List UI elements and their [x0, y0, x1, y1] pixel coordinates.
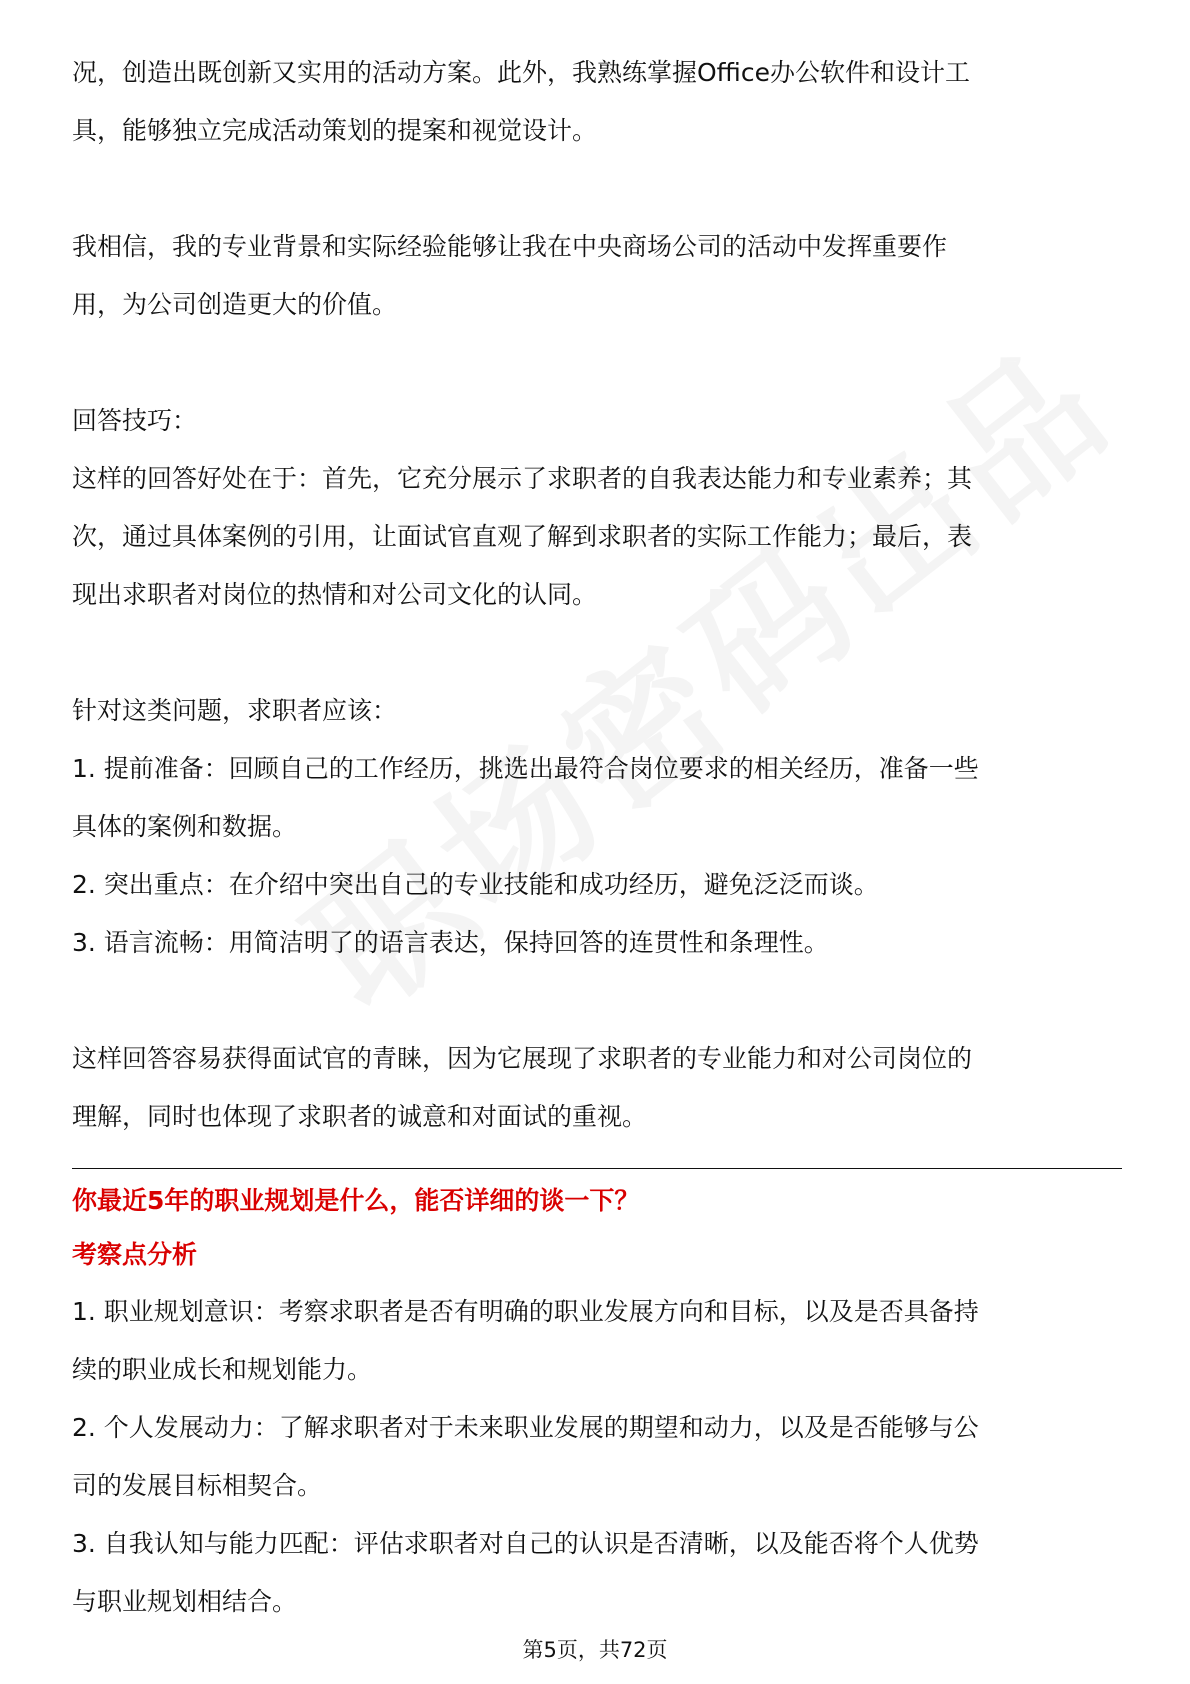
analysis-point-1-line-1: 1. 职业规划意识：考察求职者是否有明确的职业发展方向和目标，以及是否具备持: [72, 1297, 979, 1326]
conclusion-line-1: 这样回答容易获得面试官的青睐，因为它展现了求职者的专业能力和对公司岗位的: [72, 1044, 973, 1073]
intro-paragraph-2-line-1: 我相信，我的专业背景和实际经验能够让我在中央商场公司的活动中发挥重要作: [72, 232, 948, 261]
intro-paragraph-2-line-2: 用，为公司创造更大的价值。: [72, 290, 398, 319]
spacer: [72, 160, 1122, 218]
tips-heading: 回答技巧：: [72, 406, 198, 435]
conclusion-line-2: 理解，同时也体现了求职者的诚意和对面试的重视。: [72, 1102, 648, 1131]
analysis-point-2-line-2: 司的发展目标相契合。: [72, 1471, 323, 1500]
analysis-point-3-line-1: 3. 自我认知与能力匹配：评估求职者对自己的认识是否清晰，以及能否将个人优势: [72, 1529, 979, 1558]
tips-line-1: 这样的回答好处在于：首先，它充分展示了求职者的自我表达能力和专业素养；其: [72, 464, 973, 493]
analysis-point-3-line-2: 与职业规划相结合。: [72, 1587, 298, 1616]
analysis-point-1-line-2: 续的职业成长和规划能力。: [72, 1355, 373, 1384]
spacer: [72, 624, 1122, 682]
advice-heading: 针对这类问题，求职者应该：: [72, 696, 398, 725]
spacer: [72, 334, 1122, 392]
intro-paragraph-1-line-2: 具，能够独立完成活动策划的提案和视觉设计。: [72, 116, 598, 145]
analysis-title: 考察点分析: [72, 1240, 198, 1269]
page-content: [72, 44, 1122, 1631]
tips-line-2: 次，通过具体案例的引用，让面试官直观了解到求职者的实际工作能力；最后，表: [72, 522, 973, 551]
page-number: 第5页，共72页: [522, 1638, 668, 1662]
advice-item-1-line-2: 具体的案例和数据。: [72, 812, 298, 841]
section-divider: [72, 1168, 1122, 1169]
spacer: [72, 972, 1122, 1030]
intro-paragraph-1-line-1: 况，创造出既创新又实用的活动方案。此外，我熟练掌握Office办公软件和设计工: [72, 58, 970, 87]
advice-item-2: 2. 突出重点：在介绍中突出自己的专业技能和成功经历，避免泛泛而谈。: [72, 870, 879, 899]
advice-item-3: 3. 语言流畅：用简洁明了的语言表达，保持回答的连贯性和条理性。: [72, 928, 829, 957]
analysis-point-2-line-1: 2. 个人发展动力：了解求职者对于未来职业发展的期望和动力，以及是否能够与公: [72, 1413, 979, 1442]
advice-item-1-line-1: 1. 提前准备：回顾自己的工作经历，挑选出最符合岗位要求的相关经历，准备一些: [72, 754, 979, 783]
tips-line-3: 现出求职者对岗位的热情和对公司文化的认同。: [72, 580, 598, 609]
question-heading: 你最近5年的职业规划是什么，能否详细的谈一下？: [72, 1186, 640, 1215]
